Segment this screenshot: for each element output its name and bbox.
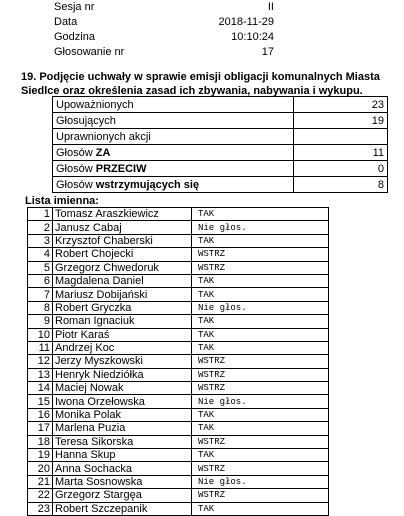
meta-value: 10:10:24	[231, 31, 274, 43]
voter-row	[28, 368, 329, 381]
voter-row	[28, 502, 329, 515]
voter-row	[28, 234, 329, 247]
voter-row	[28, 382, 329, 395]
summary-row-authorized	[53, 97, 388, 113]
summary-row-shares	[53, 129, 388, 145]
voter-number: 13	[28, 368, 53, 381]
voter-number: 22	[28, 489, 53, 502]
voter-name: Maciej Nowak	[53, 382, 192, 395]
meta-label: Godzina	[54, 31, 95, 43]
voter-name: Janusz Cabaj	[53, 221, 192, 234]
voter-vote: TAK	[192, 449, 329, 462]
voter-number: 12	[28, 355, 53, 368]
voter-row	[28, 422, 329, 435]
voter-vote: WSTRZ	[192, 382, 329, 395]
voter-name: Iwona Orzełowska	[53, 395, 192, 408]
summary-label-bold: ZA	[95, 146, 111, 159]
voter-vote: TAK	[192, 328, 329, 341]
voter-vote: WSTRZ	[192, 261, 329, 274]
voter-row	[28, 274, 329, 287]
voter-number: 2	[28, 221, 53, 234]
summary-row-against	[53, 161, 388, 177]
voter-row	[28, 301, 329, 314]
voter-name: Grzegorz Stargęa	[53, 489, 192, 502]
voter-vote: WSTRZ	[192, 435, 329, 448]
summary-label-bold: PRZECIW	[95, 162, 147, 175]
voter-name: Mariusz Dobijański	[53, 288, 192, 301]
voter-vote: TAK	[192, 288, 329, 301]
voter-number: 8	[28, 301, 53, 314]
summary-value: 8	[294, 177, 388, 193]
meta-row-vote-number	[54, 45, 274, 60]
meta-row-session	[54, 0, 274, 15]
voter-row	[28, 355, 329, 368]
meta-value: II	[267, 1, 274, 13]
summary-label	[53, 177, 294, 193]
voter-number: 4	[28, 248, 53, 261]
voter-vote: Nie głos.	[192, 221, 329, 234]
voter-name: Tomasz Araszkiewicz	[53, 208, 192, 221]
summary-label-prefix: Głosów	[56, 178, 96, 191]
voter-name: Piotr Karaś	[53, 328, 192, 341]
voter-row	[28, 475, 329, 488]
summary-label-prefix: Głosów	[56, 146, 96, 159]
voter-name: Monika Polak	[53, 408, 192, 421]
voter-name: Robert Szczepanik	[53, 502, 192, 515]
voter-row	[28, 408, 329, 421]
voter-name: Robert Chojecki	[53, 248, 192, 261]
meta-value: 17	[261, 46, 274, 58]
voter-row	[28, 315, 329, 328]
voter-number: 1	[28, 208, 53, 221]
summary-label-prefix: Głosów	[56, 162, 96, 175]
voter-name: Henryk Niedziółka	[53, 368, 192, 381]
voter-name: Teresa Sikorska	[53, 435, 192, 448]
voter-number: 20	[28, 462, 53, 475]
voter-number: 5	[28, 261, 53, 274]
meta-label: Sesja nr	[54, 1, 95, 13]
voter-row	[28, 462, 329, 475]
summary-label: Upoważnionych	[53, 97, 294, 113]
voter-row	[28, 395, 329, 408]
voter-number: 18	[28, 435, 53, 448]
voter-vote: WSTRZ	[192, 248, 329, 261]
meta-value: 2018-11-29	[218, 16, 274, 28]
voter-number: 11	[28, 341, 53, 354]
voter-row	[28, 288, 329, 301]
voter-row	[28, 435, 329, 448]
meta-label: Głosowanie nr	[54, 46, 125, 58]
voter-number: 14	[28, 382, 53, 395]
voter-vote: TAK	[192, 208, 329, 221]
meta-label: Data	[54, 16, 78, 28]
voter-name: Marta Sosnowska	[53, 475, 192, 488]
roll-call-table	[27, 207, 329, 516]
voter-vote: TAK	[192, 422, 329, 435]
voter-vote: WSTRZ	[192, 368, 329, 381]
voter-vote: TAK	[192, 502, 329, 515]
voter-row	[28, 341, 329, 354]
summary-value: 23	[294, 97, 388, 113]
vote-summary-table	[52, 96, 388, 193]
voter-vote: WSTRZ	[192, 462, 329, 475]
voter-vote: TAK	[192, 274, 329, 287]
roll-call-title: Lista imienna:	[25, 195, 99, 207]
voter-number: 9	[28, 315, 53, 328]
meta-row-date	[54, 15, 274, 30]
voter-name: Jerzy Myszkowski	[53, 355, 192, 368]
voter-row	[28, 261, 329, 274]
voter-name: Robert Gryczka	[53, 301, 192, 314]
voter-vote: WSTRZ	[192, 355, 329, 368]
voter-number: 10	[28, 328, 53, 341]
voter-row	[28, 489, 329, 502]
voter-name: Roman Ignaciuk	[53, 315, 192, 328]
session-meta	[54, 0, 274, 60]
summary-value	[294, 129, 388, 145]
voter-number: 21	[28, 475, 53, 488]
summary-row-abstain	[53, 177, 388, 193]
summary-value: 19	[294, 113, 388, 129]
summary-row-voting	[53, 113, 388, 129]
voter-number: 23	[28, 502, 53, 515]
voter-number: 16	[28, 408, 53, 421]
summary-label	[53, 145, 294, 161]
voter-number: 6	[28, 274, 53, 287]
voter-row	[28, 221, 329, 234]
voter-name: Hanna Skup	[53, 449, 192, 462]
summary-label: Głosujących	[53, 113, 294, 129]
voter-row	[28, 208, 329, 221]
meta-row-time	[54, 30, 274, 45]
voter-vote: Nie głos.	[192, 395, 329, 408]
voter-number: 15	[28, 395, 53, 408]
voter-name: Anna Sochacka	[53, 462, 192, 475]
resolution-title-line2: Siedlce oraz określenia zasad ich zbywania, nabywania i wykupu.	[21, 85, 363, 97]
voter-row	[28, 449, 329, 462]
summary-row-for	[53, 145, 388, 161]
voter-vote: WSTRZ	[192, 489, 329, 502]
resolution-title	[21, 70, 391, 98]
summary-label-bold: wstrzymujących się	[95, 178, 200, 191]
voter-row	[28, 328, 329, 341]
voter-name: Magdalena Daniel	[53, 274, 192, 287]
summary-value: 11	[294, 145, 388, 161]
voter-number: 3	[28, 234, 53, 247]
voter-name: Grzegorz Chwedoruk	[53, 261, 192, 274]
summary-value: 0	[294, 161, 388, 177]
resolution-title-line1: 19. Podjęcie uchwały w sprawie emisji obligacji komunalnych Miasta	[21, 71, 380, 83]
voter-name: Krzysztof Chaberski	[53, 234, 192, 247]
voter-name: Andrzej Koc	[53, 341, 192, 354]
summary-label: Uprawnionych akcji	[53, 129, 294, 145]
voter-vote: TAK	[192, 341, 329, 354]
voter-number: 17	[28, 422, 53, 435]
voter-row	[28, 248, 329, 261]
voter-number: 19	[28, 449, 53, 462]
voter-vote: TAK	[192, 234, 329, 247]
summary-label	[53, 161, 294, 177]
voter-vote: TAK	[192, 315, 329, 328]
voter-vote: TAK	[192, 408, 329, 421]
voter-vote: Nie głos.	[192, 475, 329, 488]
voter-name: Marlena Puzia	[53, 422, 192, 435]
voter-vote: Nie głos.	[192, 301, 329, 314]
voter-number: 7	[28, 288, 53, 301]
